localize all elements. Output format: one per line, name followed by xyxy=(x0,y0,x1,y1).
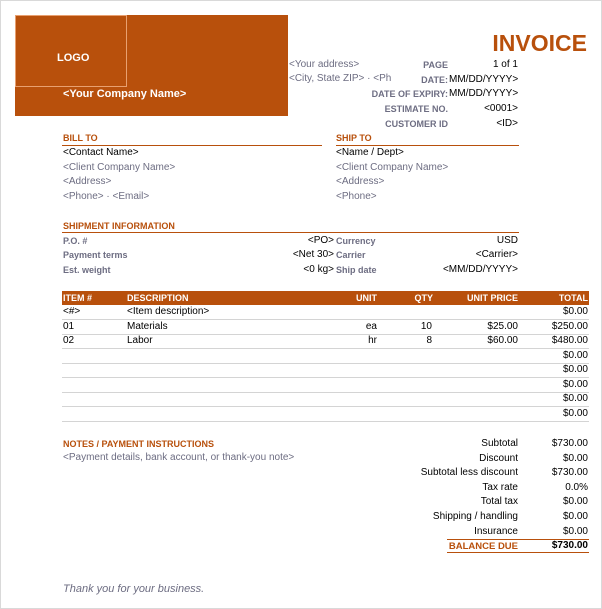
bill-to-address[interactable]: <Address> xyxy=(63,176,112,187)
cell-unit[interactable]: ea xyxy=(365,320,377,332)
shipment-value-carrier[interactable]: <Carrier> xyxy=(475,249,518,260)
shipment-label-weight: Est. weight xyxy=(63,265,111,275)
cell-description[interactable]: Materials xyxy=(127,320,168,332)
notes-text[interactable]: <Payment details, bank account, or thank-you note> xyxy=(63,452,295,463)
cell-qty[interactable]: 8 xyxy=(426,335,432,346)
table-row-divider xyxy=(62,377,589,378)
cell-total[interactable]: $480.00 xyxy=(551,335,588,346)
thank-you-note[interactable]: Thank you for your business. xyxy=(63,583,205,595)
shipment-value-currency[interactable]: USD xyxy=(496,235,518,246)
cell-unit-price[interactable]: $25.00 xyxy=(487,320,518,332)
items-table-header xyxy=(62,291,589,305)
summary-value[interactable]: $0.00 xyxy=(562,525,588,537)
cell-description[interactable]: <Item description> xyxy=(127,306,210,317)
summary-value[interactable]: $730.00 xyxy=(551,438,588,449)
table-row-divider xyxy=(62,421,589,422)
cell-total[interactable]: $0.00 xyxy=(562,306,588,317)
shipment-value-terms[interactable]: <Net 30> xyxy=(292,249,334,260)
summary-value[interactable]: $730.00 xyxy=(551,467,588,479)
summary-value[interactable]: $0.00 xyxy=(562,511,588,522)
ship-to-phone[interactable]: <Phone> xyxy=(336,191,377,202)
shipment-rule xyxy=(62,232,519,233)
summary-value[interactable]: $0.00 xyxy=(562,452,588,464)
notes-heading: NOTES / PAYMENT INSTRUCTIONS xyxy=(63,439,215,449)
shipment-label-po: P.O. # xyxy=(63,236,88,246)
shipment-label-terms: Payment terms xyxy=(63,250,128,260)
bill-to-phone-email[interactable]: <Phone> · <Email> xyxy=(63,191,150,202)
logo-placeholder[interactable] xyxy=(15,15,127,87)
meta-label-page: PAGE xyxy=(423,60,448,70)
meta-value-estimate[interactable]: <0001> xyxy=(484,103,518,114)
ship-to-rule xyxy=(336,145,519,146)
summary-label: Subtotal less discount xyxy=(420,467,518,479)
cell-total[interactable]: $0.00 xyxy=(562,407,588,419)
shipment-value-weight[interactable]: <0 kg> xyxy=(303,264,334,275)
summary-label: Subtotal xyxy=(481,438,518,449)
summary-label: Shipping / handling xyxy=(432,511,518,522)
meta-label-expiry: DATE OF EXPIRY: xyxy=(371,89,448,99)
summary-value[interactable]: $0.00 xyxy=(562,496,588,508)
cell-total[interactable]: $0.00 xyxy=(562,393,588,404)
summary-value[interactable]: 0.0% xyxy=(565,481,588,493)
meta-value-customer-id[interactable]: <ID> xyxy=(496,118,518,129)
company-name[interactable]: <Your Company Name> xyxy=(63,88,187,100)
balance-due-value: $730.00 xyxy=(551,540,588,551)
invoice-title: INVOICE xyxy=(492,30,587,56)
shipment-value-po[interactable]: <PO> xyxy=(307,235,334,246)
ship-to-company[interactable]: <Client Company Name> xyxy=(336,162,449,173)
cell-total[interactable]: $0.00 xyxy=(562,349,588,361)
cell-total[interactable]: $250.00 xyxy=(551,320,588,332)
col-header-description: DESCRIPTION xyxy=(127,293,189,303)
cell-item-number[interactable]: 01 xyxy=(63,320,75,332)
table-row-divider xyxy=(62,406,589,407)
summary-label: Insurance xyxy=(474,525,518,537)
bill-to-contact[interactable]: <Contact Name> xyxy=(63,147,139,158)
logo-label: LOGO xyxy=(57,52,90,64)
ship-to-heading: SHIP TO xyxy=(336,133,372,143)
table-row-divider xyxy=(62,392,589,393)
company-address[interactable]: <Your address> xyxy=(289,59,360,70)
shipment-value-ship-date[interactable]: <MM/DD/YYYY> xyxy=(442,264,518,275)
meta-label-customer-id: CUSTOMER ID xyxy=(385,119,448,129)
table-row-divider xyxy=(62,363,589,364)
cell-qty[interactable]: 10 xyxy=(420,320,432,332)
cell-total[interactable]: $0.00 xyxy=(562,364,588,375)
col-header-qty: QTY xyxy=(414,293,433,303)
shipment-label-currency: Currency xyxy=(336,236,376,246)
ship-to-address[interactable]: <Address> xyxy=(336,176,385,187)
meta-label-date: DATE: xyxy=(421,75,448,85)
col-header-unit: UNIT xyxy=(356,293,377,303)
bill-to-heading: BILL TO xyxy=(63,133,98,143)
col-header-item: ITEM # xyxy=(63,293,93,303)
ship-to-contact[interactable]: <Name / Dept> xyxy=(336,147,404,158)
cell-description[interactable]: Labor xyxy=(127,335,153,346)
shipment-label-ship-date: Ship date xyxy=(336,265,377,275)
shipment-label-carrier: Carrier xyxy=(336,250,366,260)
summary-label: Discount xyxy=(479,452,518,464)
summary-label: Total tax xyxy=(480,496,518,508)
cell-total[interactable]: $0.00 xyxy=(562,378,588,390)
summary-label: Tax rate xyxy=(482,481,518,493)
cell-item-number[interactable]: 02 xyxy=(63,335,75,346)
meta-value-page[interactable]: 1 of 1 xyxy=(492,59,518,70)
cell-unit[interactable]: hr xyxy=(368,335,377,346)
balance-due-label: BALANCE DUE xyxy=(448,541,518,552)
meta-value-date[interactable]: MM/DD/YYYY> xyxy=(449,74,519,85)
cell-unit-price[interactable]: $60.00 xyxy=(487,335,518,346)
bill-to-rule xyxy=(62,145,322,146)
meta-value-expiry[interactable]: MM/DD/YYYY> xyxy=(449,88,519,99)
col-header-unit-price: UNIT PRICE xyxy=(466,293,518,303)
company-city-phone[interactable]: <City, State ZIP> · <Ph xyxy=(289,73,392,84)
col-header-total: TOTAL xyxy=(558,293,588,303)
cell-item-number[interactable]: <#> xyxy=(63,306,81,317)
shipment-heading: SHIPMENT INFORMATION xyxy=(63,221,175,231)
table-row-divider xyxy=(62,348,589,349)
meta-label-estimate: ESTIMATE NO. xyxy=(384,104,448,114)
bill-to-company[interactable]: <Client Company Name> xyxy=(63,162,176,173)
